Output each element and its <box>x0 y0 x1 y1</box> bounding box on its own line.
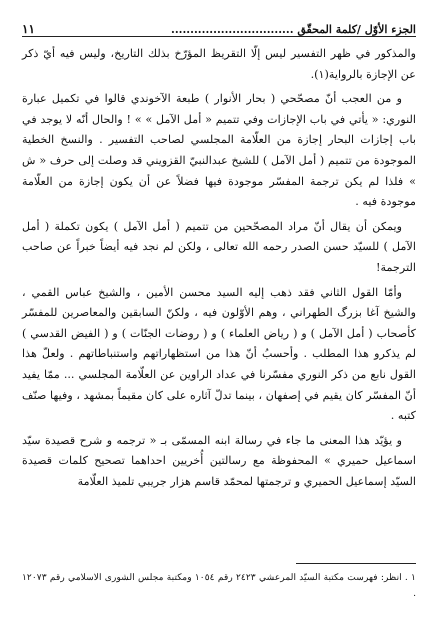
page-header <box>22 14 416 37</box>
paragraph-2: و من العجب أنّ مصحّحي ( بحار الأنوار ) طبعة الآخوندي قالوا في تكميل عبارة النوري: « يأتي في باب الإجازات وفي تتميم « أمل الآمل » » ! والحال أنّه لا يوجد في باب إجازات البحار إجازة من العلّامة المجلسي لصاحب التفسير . والنسخ الخطية الموجودة من تتميم ( أمل الآمل ) للشيخ عبدالنبيّ القزويني قد وصلت إلى حرف « ش » فلذا لم يكن ترجمة المفسّر موجودة فيها فضلاً عن أن يكون إجازة من العلّامة موجودة فيه . <box>22 92 416 209</box>
running-title: الجزء الأوّل /كلمة المحقّق ................................ <box>170 23 416 36</box>
page-number: ١١ <box>22 22 35 36</box>
page-body <box>22 44 416 496</box>
footnote: ١ . انظر: فهرست مكتبة السيّد المرعشي ٢٤٢٣ رقم ١٠٥٤ ومكتبة مجلس الشورى الاسلامي رقم ١٢٠٧٣ . <box>22 572 416 599</box>
paragraph-1: والمذكور في ظهر التفسير ليس إلّا التقريظ المؤرّخ بذلك التاريخ، وليس فيه أيّ ذكر عن الإجازة بالرواية(١). <box>22 47 416 81</box>
paragraph-4: وأمّا القول الثاني فقد ذهب إليه السيد محسن الأمين ، والشيخ عباس القمي ، والشيخ آغا بزرگ الطهراني ، وهم الأوّلون فيه ، ولكنّ السابقين والمعاصرين للمفسّر كأصحاب ( أمل الآمل ) و ( رياض العلماء ) و ( روضات الجنّات ) و ( الفيض القدسي ) لم يذكرو هذا المطلب . وأحسبُ أنّ هذا من استظهاراتهم واستنباطاتهم . ولعلّ هذا القول نابع من ذكر النوري مفسّرنا في عداد الراوين عن العلّامة المجلسي ... ممّا يفيد أنّ المفسّر كان يقيم في إصفهان ، بينما تدلّ آثاره على كان مقيماً بمشهد ، وفيها صنّف كتبه . <box>22 285 416 423</box>
paragraph-3: ويمكن أن يقال أنّ مراد المصحّحين من تتميم ( أمل الآمل ) يكون تكملة ( أمل الآمل ) للسيّد حسن الصدر رحمه الله تعالى ، ولكن لم نجد فيه أيضاً خبراً عن صاحب الترجمة! <box>22 219 416 274</box>
footnote-divider <box>296 563 416 564</box>
paragraph-5: و يؤيّد هذا المعنى ما جاء في رسالة ابنه المسمّى بـ « ترجمه و شرح قصيدة سيّد اسماعيل حميري » المحفوظة مع رسالتين أُخريين احداهما تصحيح كلمات قصيدة السيّد إسماعيل الحميري و ترجمتها لمحمّد قاسم هزار جريبي تلميذ العلّامة <box>22 433 416 488</box>
